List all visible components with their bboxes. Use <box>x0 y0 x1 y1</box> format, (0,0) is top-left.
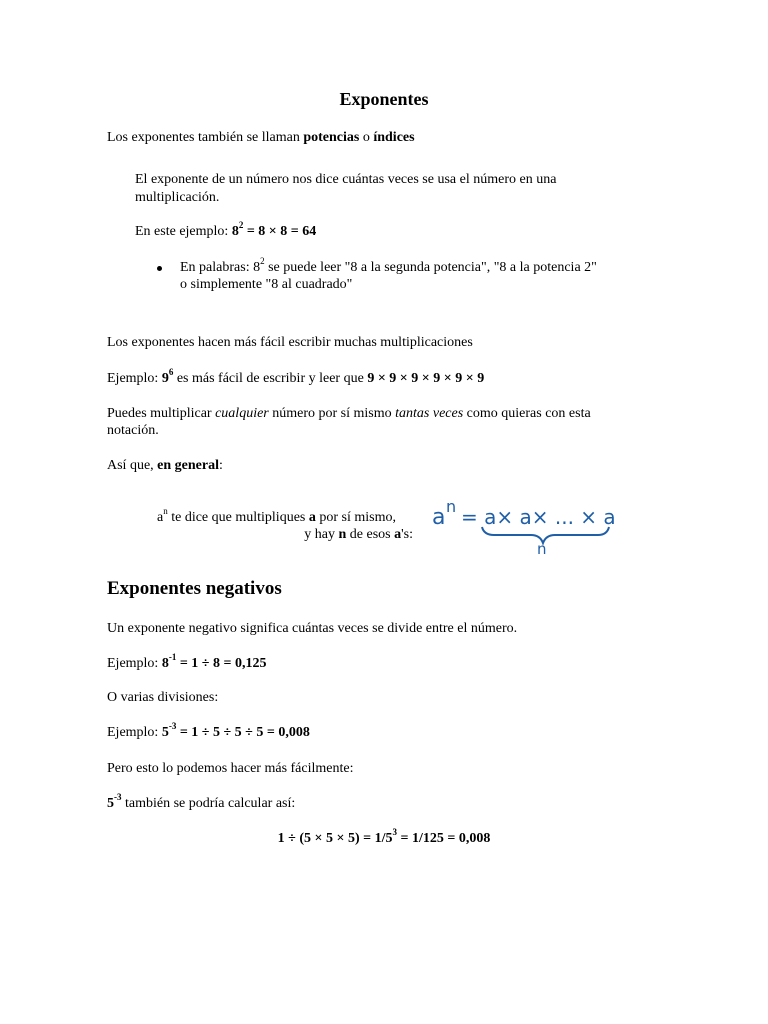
general-bold: en general <box>157 458 219 473</box>
example-result: = 8 × 8 = 64 <box>243 224 317 239</box>
bullet-icon <box>157 266 162 271</box>
rule-line2-text2: de esos <box>346 527 395 542</box>
multiply-italic-cualquier: cualquier <box>215 406 269 421</box>
rule-n-exponent: n <box>163 506 168 517</box>
neg-ex2-base: 5 <box>161 725 169 740</box>
bullet-prefix: En palabras: 8 <box>180 260 261 275</box>
rule-a: a <box>157 510 164 525</box>
multiply-italic-tantas-veces: tantas veces <box>395 406 464 421</box>
general-suffix: : <box>219 458 223 473</box>
example-exponent: 2 <box>238 220 244 231</box>
easier-negative-line: Pero esto lo podemos hacer más fácilmente: <box>107 761 354 776</box>
rule-line1-bold: a <box>308 510 316 525</box>
negative-example-2 <box>107 721 310 741</box>
neg-ex1-prefix: Ejemplo: <box>107 656 162 671</box>
final-part-1: 1 ÷ (5 × 5 × 5) = 1/5 <box>277 831 393 846</box>
final-part-2: = 1/125 = 0,008 <box>396 831 491 846</box>
easier-example-base: 9 <box>161 371 169 386</box>
definition-example <box>135 220 317 240</box>
bullet-line-1 <box>180 256 597 276</box>
definition-line-2: multiplicación. <box>135 190 220 205</box>
example-base: 8 <box>231 224 239 239</box>
general-line <box>107 457 223 474</box>
rule-line2-text1: y hay <box>304 527 339 542</box>
neg-ex1-result: = 1 ÷ 8 = 0,125 <box>176 656 267 671</box>
calc-rest: también se podría calcular así: <box>121 796 296 811</box>
bullet-line-2: o simplemente "8 al cuadrado" <box>180 277 353 292</box>
formula-exponent: n <box>446 497 457 516</box>
intro-bold-indices: índices <box>373 130 415 145</box>
easier-line: Los exponentes hacen más fácil escribir muchas multiplicaciones <box>107 335 473 350</box>
calc-exponent: -3 <box>114 792 122 803</box>
calc-base: 5 <box>107 796 114 811</box>
easier-example-exponent: 6 <box>168 367 174 378</box>
formula-base: a <box>432 505 446 530</box>
multiply-text-2: número por sí mismo <box>268 406 396 421</box>
rule-line1-text: te dice que multipliques <box>167 510 309 525</box>
bullet-exponent: 2 <box>260 256 265 267</box>
example-prefix: En este ejemplo: <box>135 224 232 239</box>
intro-text-o: o <box>359 130 374 145</box>
multiply-text-3: como quieras con esta <box>463 406 591 421</box>
definition-line-1: El exponente de un número nos dice cuántas veces se usa el número en una <box>135 172 557 187</box>
neg-ex1-exponent: -1 <box>168 652 177 663</box>
formula-image <box>428 494 618 560</box>
formula-brace-label: n <box>537 540 547 558</box>
page-title: Exponentes <box>339 89 429 109</box>
calc-line <box>107 792 296 812</box>
final-formula <box>0 827 768 847</box>
intro-paragraph <box>107 129 415 146</box>
final-exponent: 3 <box>392 827 397 838</box>
intro-bold-potencias: potencias <box>303 130 360 145</box>
neg-ex1-base: 8 <box>161 656 169 671</box>
negative-example-1 <box>107 652 267 672</box>
general-rule-line-1 <box>157 506 396 526</box>
easier-example <box>107 367 485 387</box>
rule-line1-end: por sí mismo, <box>315 510 396 525</box>
multiply-line-1 <box>107 405 591 422</box>
easier-example-mid: es más fácil de escribir y leer que <box>173 371 368 386</box>
neg-ex2-result: = 1 ÷ 5 ÷ 5 ÷ 5 = 0,008 <box>176 725 310 740</box>
divisions-line: O varias divisiones: <box>107 690 219 705</box>
general-rule-line-2 <box>304 526 413 543</box>
easier-example-expansion: 9 × 9 × 9 × 9 × 9 × 9 <box>367 371 485 386</box>
intro-text: Los exponentes también se llaman <box>107 130 304 145</box>
rule-line2-bold-a: a <box>394 527 402 542</box>
section-heading-negative: Exponentes negativos <box>107 578 282 599</box>
neg-ex2-exponent: -3 <box>168 721 177 732</box>
multiply-line-2: notación. <box>107 423 159 438</box>
rule-line2-text3: 's: <box>401 527 413 542</box>
formula-rhs: = a× a× ... × a <box>461 505 616 529</box>
negative-line-1: Un exponente negativo significa cuántas veces se divide entre el número. <box>107 621 518 636</box>
bullet-rest: se puede leer "8 a la segunda potencia", "8 a la potencia 2" <box>264 260 597 275</box>
rule-line2-bold-n: n <box>338 527 347 542</box>
easier-example-prefix: Ejemplo: <box>107 371 162 386</box>
general-prefix: Así que, <box>107 458 158 473</box>
neg-ex2-prefix: Ejemplo: <box>107 725 162 740</box>
multiply-text-1: Puedes multiplicar <box>107 406 216 421</box>
